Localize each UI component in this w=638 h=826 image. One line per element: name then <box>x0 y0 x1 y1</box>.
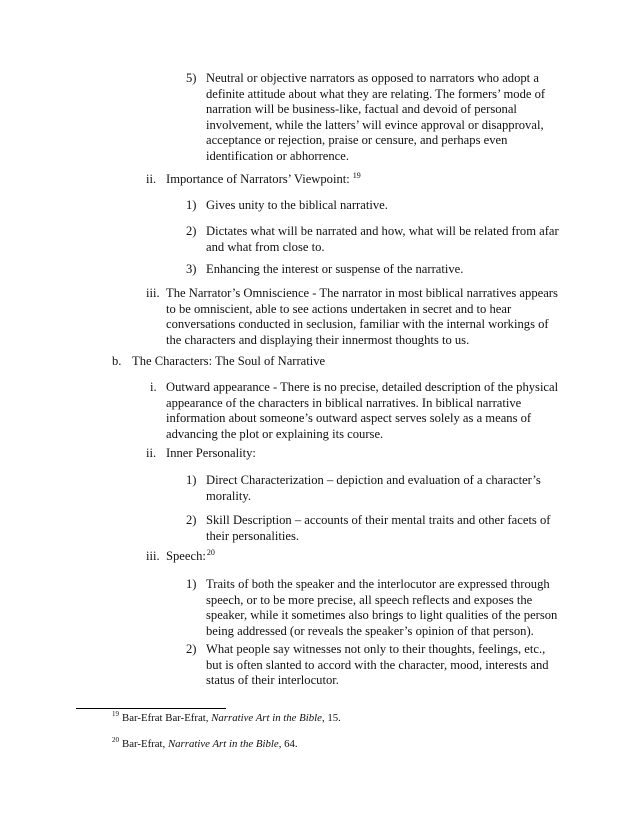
item-heading: Inner Personality: <box>166 446 256 460</box>
item-heading: Speech:$^{20}$ <box>166 547 215 563</box>
item-marker: 2) <box>186 513 197 527</box>
item-marker: 5) <box>186 71 197 85</box>
item-text: Skill Description – accounts of their mental traits and other facets of their personalities. <box>206 513 551 543</box>
item-text: Gives unity to the biblical narrative. <box>206 198 388 212</box>
list-item <box>186 642 562 689</box>
footnote-ref: 20 <box>206 547 215 557</box>
list-item <box>186 224 562 255</box>
item-marker: i. <box>150 380 157 394</box>
item-text: Enhancing the interest or suspense of the narrative. <box>206 262 464 276</box>
list-item <box>186 71 562 164</box>
list-item <box>146 286 566 348</box>
list-item <box>146 172 566 188</box>
book-title: Narrative Art in the Bible <box>167 738 279 750</box>
item-heading: Importance of Narrators’ Viewpoint: $^{19}$ <box>166 170 361 186</box>
section-title: The Characters: The Soul of Narrative <box>132 354 326 368</box>
footnote-number: 20 <box>112 736 119 745</box>
list-item <box>146 446 566 462</box>
item-text: What people say witnesses not only to their thoughts, feelings, etc., but is often slanted to accord with the character, mood, interests and status of their interlocutor. <box>206 642 549 687</box>
item-marker: 2) <box>186 642 197 656</box>
item-marker: 3) <box>186 262 197 276</box>
list-item <box>150 380 566 442</box>
item-text: Neutral or objective narrators as opposed to narrators who adopt a definite attitude about what they are relating. The formers’ mode of narration will be business-like, factual and devoid of personal involvement, while the latters’ will evince approval or disapproval, acceptance or rejection, praise or censure, and perhaps even identification or abhorrence. <box>206 71 546 163</box>
list-item <box>186 577 562 639</box>
item-marker: ii. <box>146 172 157 186</box>
item-marker: 1) <box>186 198 197 212</box>
item-marker: 1) <box>186 577 197 591</box>
list-item <box>186 198 562 214</box>
footnote-divider <box>76 708 226 709</box>
section-heading <box>112 354 562 370</box>
footnote: $^{20}$ Bar-Efrat, Narrative Art in the Bible, 64. <box>112 736 298 750</box>
book-title: Narrative Art in the Bible <box>211 712 322 724</box>
item-marker: iii. <box>146 549 160 563</box>
footnote-number: 19 <box>112 710 119 719</box>
list-item <box>186 513 562 544</box>
list-item <box>186 262 562 278</box>
footnote: $^{19}$ Bar-Efrat Bar-Efrat, Narrative Art in the Bible, 15. <box>112 710 341 724</box>
section-marker: b. <box>112 354 122 368</box>
item-marker: iii. <box>146 286 160 300</box>
list-item <box>146 549 566 565</box>
item-marker: 1) <box>186 473 197 487</box>
item-text: The Narrator’s Omniscience - The narrator in most biblical narratives appears to be omniscient, able to see actions undertaken in secret and to hear conversations conducted in seclusion, familiar with the internal workings of the characters and displaying their innermost thoughts to us. <box>166 286 558 347</box>
item-text: Outward appearance - There is no precise, detailed description of the physical appearance of the characters in biblical narratives. In biblical narrative information about someone’s outward aspect serves solely as a means of advancing the plot or explaining its course. <box>166 380 559 441</box>
item-text: Direct Characterization – depiction and evaluation of a character’s morality. <box>206 473 541 503</box>
footnote-ref: 19 <box>352 170 361 180</box>
item-text: Dictates what will be narrated and how, what will be related from afar and what from close to. <box>206 224 559 254</box>
list-item <box>186 473 562 504</box>
item-text: Traits of both the speaker and the interlocutor are expressed through speech, or to be more precise, all speech reflects and exposes the speaker, while it sometimes also brings to light qualities of the person being addressed (or reveals the speaker’s opinion of that person). <box>206 577 558 638</box>
item-marker: 2) <box>186 224 197 238</box>
item-marker: ii. <box>146 446 157 460</box>
